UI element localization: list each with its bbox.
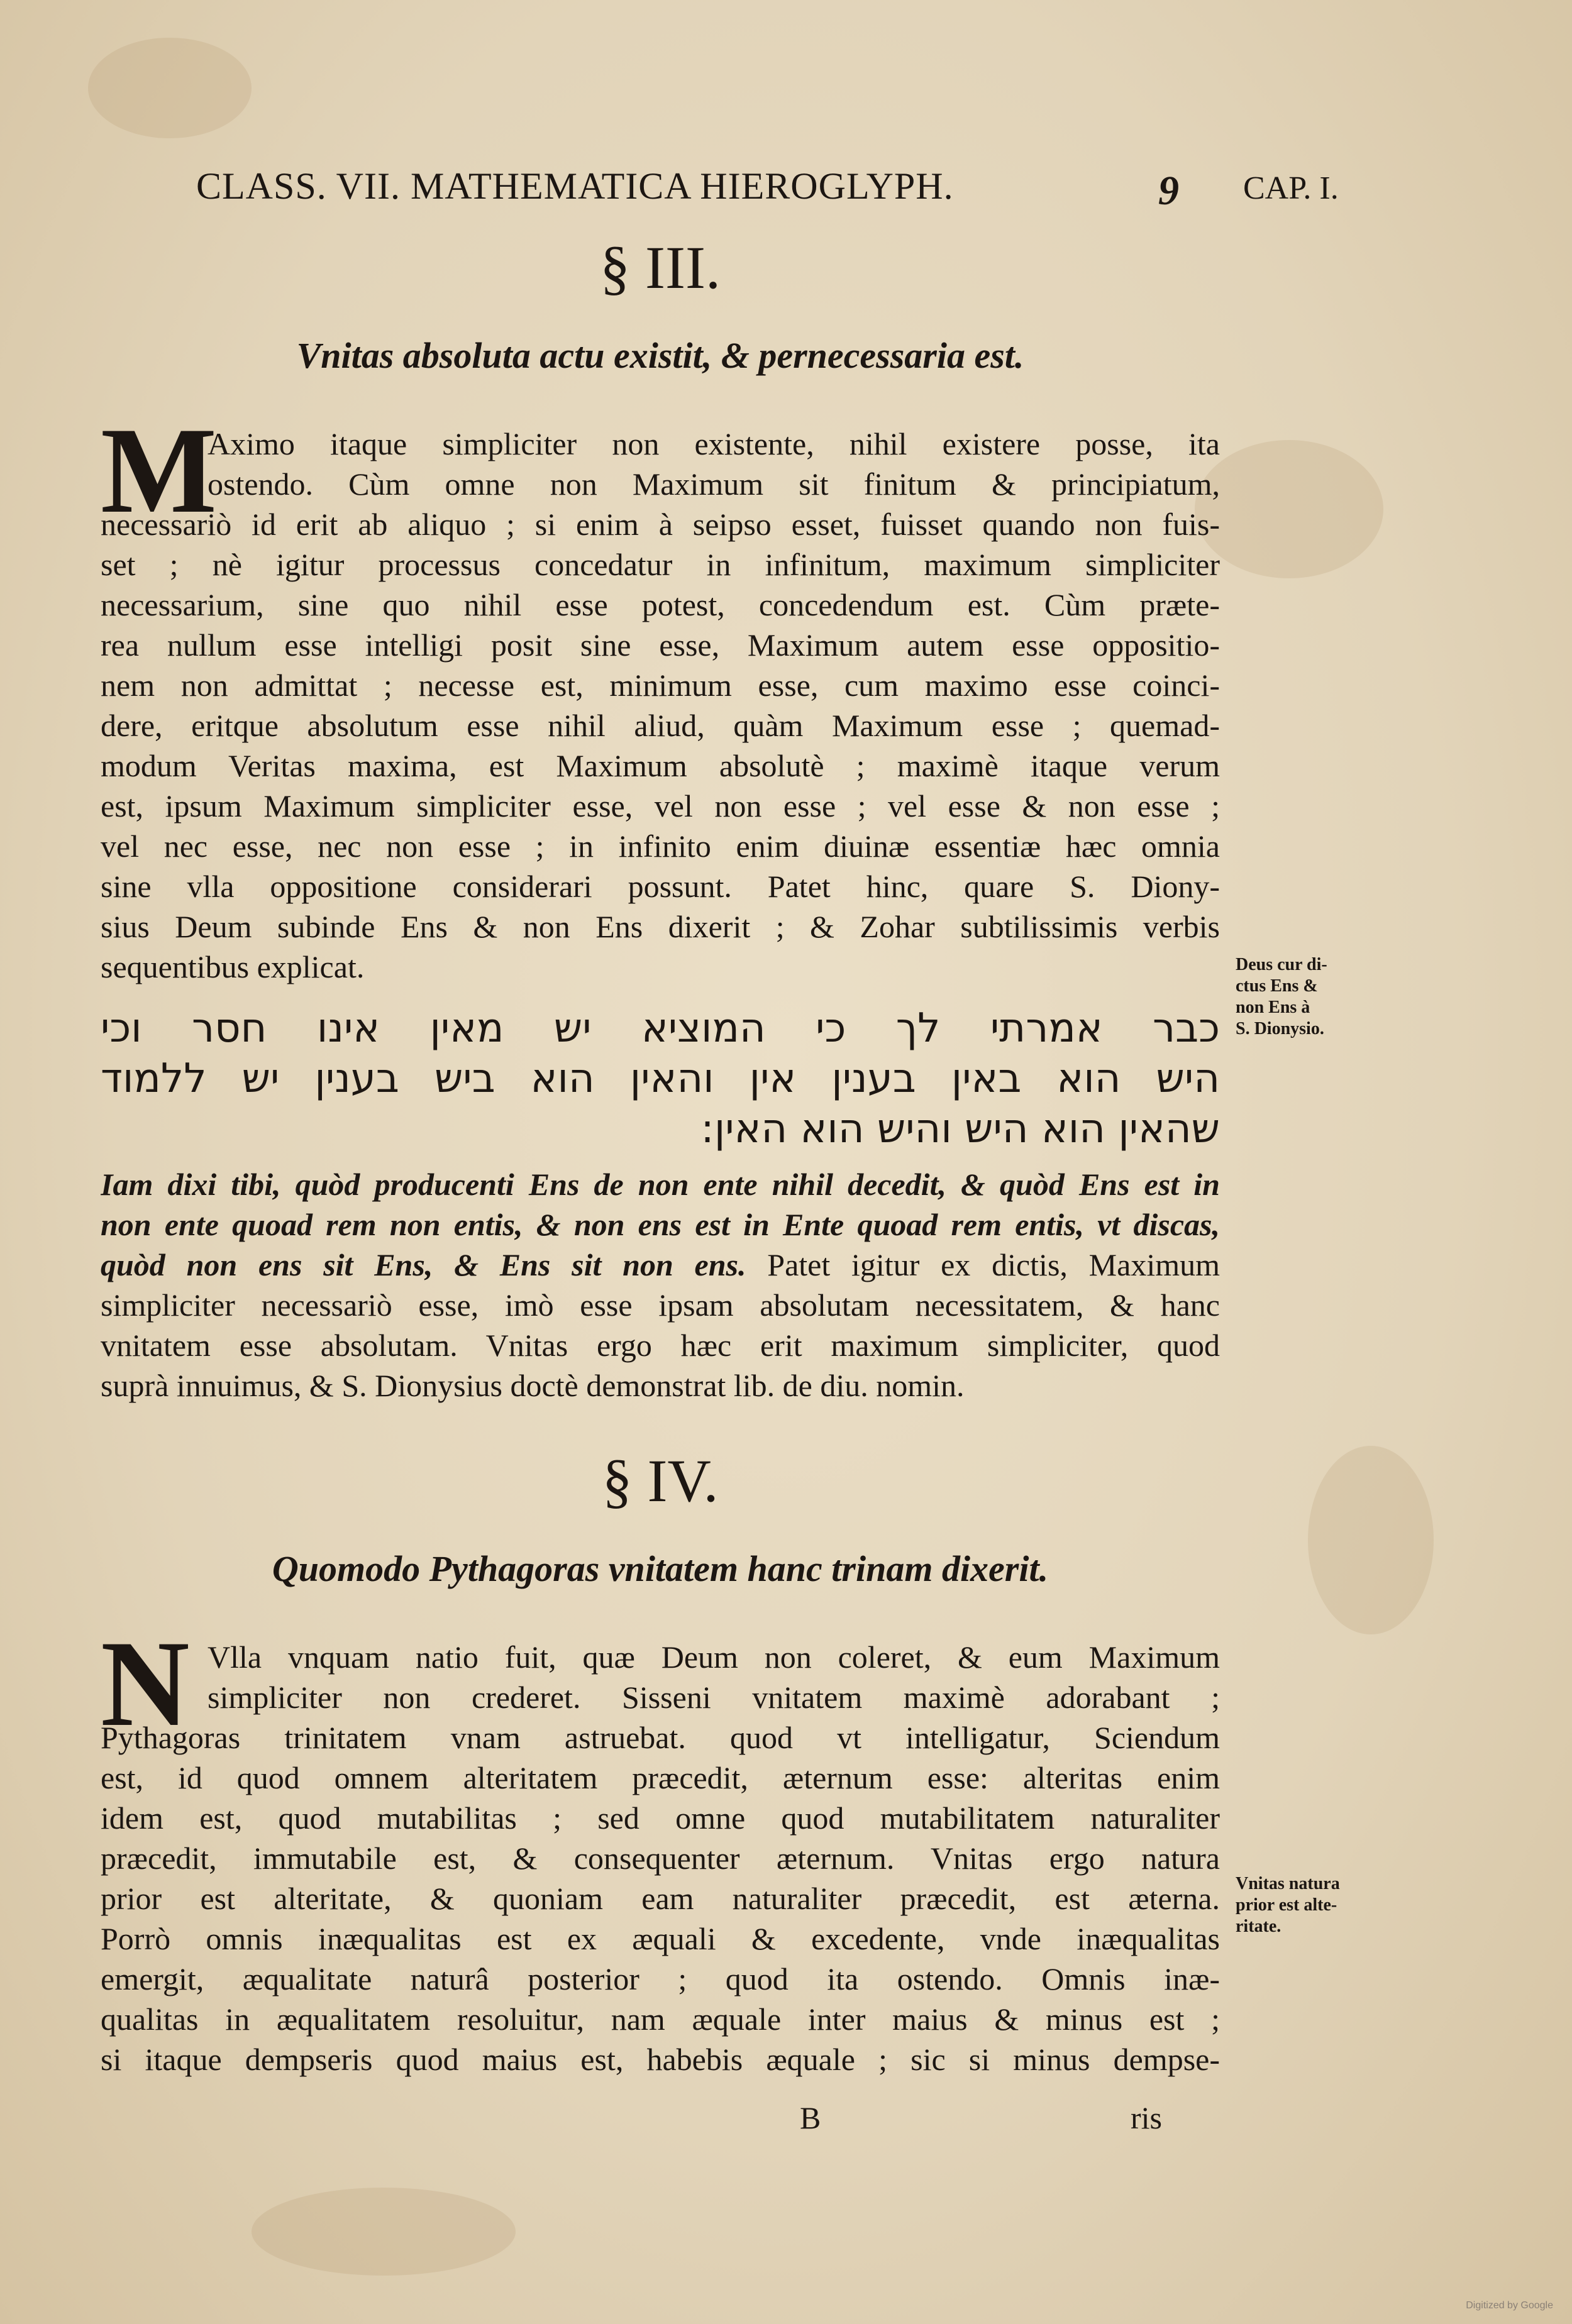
- text-line: Vlla vnquam natio fuit, quæ Deum non coleret, & eum Maximum: [208, 1639, 1220, 1675]
- text-line: nem non admittat ; necesse est, minimum esse, cum maximo esse coinci-: [101, 668, 1220, 703]
- text-line: vel nec esse, nec non esse ; in infinito enim diuinæ essentiæ hæc omnia: [101, 829, 1220, 864]
- drop-cap-m: M: [101, 402, 217, 539]
- hebrew-quotation: [101, 1003, 1220, 1154]
- text-line: necessariò id erit ab aliquo ; si enim à seipso esset, fuisset quando non fuis-: [101, 507, 1220, 542]
- catchword: ris: [1131, 2100, 1162, 2135]
- text-line: si itaque dempseris quod maius est, habebis æquale ; sic si minus dempse-: [101, 2042, 1220, 2077]
- paragraph-section-4: [101, 1616, 1220, 2079]
- text-line: necessarium, sine quo nihil esse potest, concedendum est. Cùm præte-: [101, 587, 1220, 622]
- page-number: 9: [1158, 168, 1179, 214]
- text-line: rea nullum esse intelligi posit sine esse, Maximum autem esse oppositio-: [101, 627, 1220, 663]
- text-line: sine vlla oppositione considerari possunt. Patet hinc, quare S. Diony-: [101, 869, 1220, 904]
- translation-line: non ente quoad rem non entis, & non ens est in Ente quoad rem entis, vt discas,: [101, 1207, 1220, 1242]
- translation-italic: quòd non ens sit Ens, & Ens sit non ens.: [101, 1247, 746, 1282]
- text-line: prior est alteritate, & quoniam eam naturaliter præcedit, est æterna.: [101, 1881, 1220, 1916]
- text-line: simpliciter non crederet. Sisseni vnitatem maximè adorabant ;: [208, 1680, 1220, 1715]
- marginal-line: Vnitas natura: [1236, 1874, 1340, 1893]
- latin-translation: [101, 1164, 1220, 1406]
- text-line: suprà innuimus, & S. Dionysius doctè demonstrat lib. de diu. nomin.: [101, 1368, 965, 1403]
- marginal-line: prior est alte-: [1236, 1895, 1337, 1915]
- text-line: dere, eritque absolutum esse nihil aliud, quàm Maximum esse ; quemad-: [101, 708, 1220, 743]
- text-line: emergit, æqualitate naturâ posterior ; quod ita ostendo. Omnis inæ-: [101, 1961, 1220, 1996]
- text-line: ostendo. Cùm omne non Maximum sit finitum & principiatum,: [208, 466, 1220, 502]
- text-line: Porrò omnis inæqualitas est ex æquali & excedente, vnde inæqualitas: [101, 1921, 1220, 1956]
- hebrew-line: כבר אמרתי לך כי המוציא יש מאין אינו חסר וכי: [101, 1005, 1220, 1052]
- foxing-stain: [1195, 440, 1383, 578]
- text-line: Aximo itaque simpliciter non existente, nihil existere posse, ita: [208, 426, 1220, 461]
- marginal-line: ritate.: [1236, 1917, 1281, 1936]
- section-heading-3: § III.: [600, 234, 721, 301]
- digitization-stamp: Digitized by Google: [1466, 2300, 1553, 2311]
- running-head: [196, 165, 1359, 215]
- hebrew-line: היש הוא באין בענין אין והאין הוא ביש בענין יש ללמוד: [101, 1055, 1220, 1102]
- section-subtitle-3: Vnitas absoluta actu existit, & pernecessaria est.: [296, 335, 1024, 376]
- text-line: præcedit, immutabile est, & consequenter æternum. Vnitas ergo natura: [101, 1841, 1220, 1876]
- marginal-line: ctus Ens &: [1236, 976, 1318, 996]
- chapter-label: CAP. I.: [1243, 170, 1339, 206]
- text-line: Pythagoras trinitatem vnam astruebat. quod vt intelligatur, Sciendum: [101, 1720, 1220, 1755]
- translation-line: Iam dixi tibi, quòd producenti Ens de non ente nihil decedit, & quòd Ens est in: [101, 1167, 1220, 1202]
- foxing-stain: [252, 2188, 516, 2276]
- text-line: vnitatem esse absolutam. Vnitas ergo hæc erit maximum simpliciter, quod: [101, 1328, 1220, 1363]
- text-line: set ; nè igitur processus concedatur in infinitum, maximum simpliciter: [101, 547, 1220, 582]
- text-line: est, ipsum Maximum simpliciter esse, vel non esse ; vel esse & non esse ;: [101, 788, 1220, 823]
- text-line: idem est, quod mutabilitas ; sed omne quod mutabilitatem naturaliter: [101, 1800, 1220, 1836]
- foxing-stain: [1308, 1446, 1434, 1634]
- text-line: qualitas in æqualitatem resoluitur, nam æquale inter maius & minus est ;: [101, 2002, 1220, 2037]
- marginal-line: non Ens à: [1236, 998, 1310, 1017]
- marginal-note-deus: [1236, 954, 1387, 1040]
- text-line: sequentibus explicat.: [101, 949, 365, 984]
- hebrew-line: שהאין הוא היש והיש הוא האין:: [700, 1106, 1220, 1152]
- text-line: sius Deum subinde Ens & non Ens dixerit ; & Zohar subtilissimis verbis: [101, 909, 1220, 944]
- marginal-line: Deus cur di-: [1236, 955, 1327, 974]
- continuation-text: Patet igitur ex dictis, Maximum: [746, 1247, 1220, 1282]
- running-title: CLASS. VII. MATHEMATICA HIEROGLYPH.: [196, 165, 954, 207]
- foxing-stain: [88, 38, 252, 138]
- section-subtitle-4: Quomodo Pythagoras vnitatem hanc trinam dixerit.: [272, 1548, 1049, 1589]
- paragraph-section-3: [101, 402, 1220, 987]
- text-line: simpliciter necessariò esse, imò esse ipsam absolutam necessitatem, & hanc: [101, 1287, 1220, 1323]
- translation-line-mixed: [101, 1245, 1220, 1285]
- text-line: modum Veritas maxima, est Maximum absolutè ; maximè itaque verum: [101, 748, 1220, 783]
- drop-cap-n: N: [101, 1616, 190, 1752]
- text-line: est, id quod omnem alteritatem præcedit, æternum esse: alteritas enim: [101, 1760, 1220, 1795]
- marginal-line: S. Dionysio.: [1236, 1019, 1324, 1038]
- section-heading-4: § IV.: [602, 1447, 719, 1514]
- signature-mark: B: [800, 2100, 821, 2135]
- marginal-note-vnitas: [1236, 1873, 1387, 1937]
